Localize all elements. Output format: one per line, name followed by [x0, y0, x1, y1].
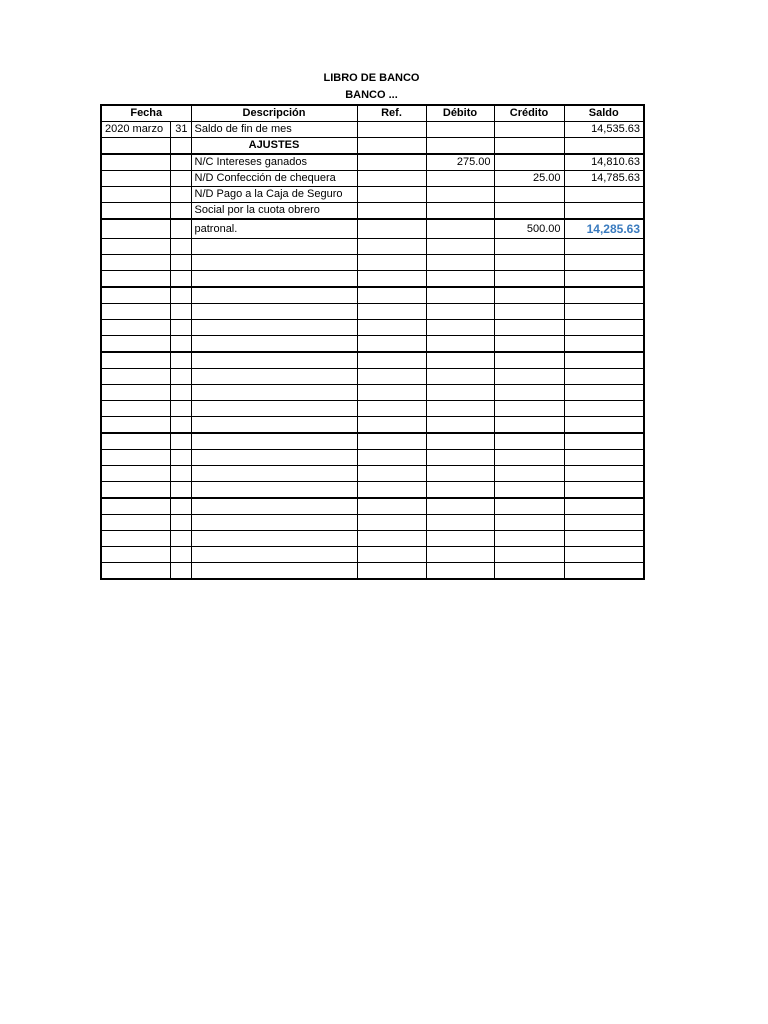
- empty-cell[interactable]: [426, 498, 494, 515]
- empty-cell[interactable]: [564, 239, 644, 255]
- empty-cell[interactable]: [494, 352, 564, 369]
- empty-cell[interactable]: [191, 271, 357, 288]
- empty-cell[interactable]: [170, 482, 191, 499]
- ledger-subtitle: BANCO ...: [345, 89, 398, 101]
- empty-cell[interactable]: [564, 304, 644, 320]
- empty-cell[interactable]: [357, 433, 426, 450]
- cell-saldo[interactable]: [564, 187, 644, 203]
- empty-cell[interactable]: [426, 401, 494, 417]
- table-row: [101, 187, 644, 203]
- empty-cell[interactable]: [170, 498, 191, 515]
- empty-cell[interactable]: [101, 401, 170, 417]
- empty-cell[interactable]: [426, 515, 494, 531]
- empty-row: [101, 304, 644, 320]
- empty-cell[interactable]: [564, 320, 644, 336]
- empty-cell[interactable]: [357, 531, 426, 547]
- empty-cell[interactable]: [101, 563, 170, 580]
- header-saldo: Saldo: [564, 105, 644, 122]
- header-fecha: Fecha: [101, 105, 191, 122]
- empty-cell[interactable]: [170, 433, 191, 450]
- empty-row: [101, 433, 644, 450]
- cell-ref[interactable]: [357, 203, 426, 220]
- empty-cell[interactable]: [191, 352, 357, 369]
- empty-row: [101, 336, 644, 353]
- empty-cell[interactable]: [170, 369, 191, 385]
- cell-fecha[interactable]: [101, 154, 170, 171]
- cell-descripcion[interactable]: N/C Intereses ganados: [191, 154, 357, 171]
- empty-cell[interactable]: [191, 515, 357, 531]
- empty-cell[interactable]: [357, 498, 426, 515]
- header-debito: Débito: [426, 105, 494, 122]
- cell-ref[interactable]: [357, 171, 426, 187]
- empty-cell[interactable]: [191, 401, 357, 417]
- empty-cell[interactable]: [101, 547, 170, 563]
- cell-credito[interactable]: [494, 187, 564, 203]
- empty-cell[interactable]: [101, 433, 170, 450]
- empty-cell[interactable]: [426, 255, 494, 271]
- empty-cell[interactable]: [191, 304, 357, 320]
- empty-cell[interactable]: [426, 352, 494, 369]
- empty-row: [101, 352, 644, 369]
- empty-cell[interactable]: [494, 498, 564, 515]
- empty-cell[interactable]: [191, 369, 357, 385]
- cell-credito[interactable]: 500.00: [494, 219, 564, 239]
- ledger-title: LIBRO DE BANCO: [323, 72, 420, 84]
- cell-debito[interactable]: [426, 138, 494, 155]
- empty-cell[interactable]: [357, 369, 426, 385]
- cell-debito[interactable]: 275.00: [426, 154, 494, 171]
- cell-fecha[interactable]: [101, 187, 170, 203]
- cell-ref[interactable]: [357, 122, 426, 138]
- empty-cell[interactable]: [426, 239, 494, 255]
- cell-fecha[interactable]: [101, 219, 170, 239]
- empty-cell[interactable]: [357, 304, 426, 320]
- empty-cell[interactable]: [564, 336, 644, 353]
- empty-cell[interactable]: [494, 515, 564, 531]
- empty-row: [101, 450, 644, 466]
- header-descripcion: Descripción: [191, 105, 357, 122]
- empty-cell[interactable]: [426, 563, 494, 580]
- empty-cell[interactable]: [191, 450, 357, 466]
- cell-ref[interactable]: [357, 187, 426, 203]
- empty-cell[interactable]: [564, 563, 644, 580]
- empty-cell[interactable]: [426, 385, 494, 401]
- empty-cell[interactable]: [170, 287, 191, 304]
- empty-cell[interactable]: [564, 255, 644, 271]
- empty-cell[interactable]: [357, 547, 426, 563]
- empty-cell[interactable]: [357, 450, 426, 466]
- cell-dia[interactable]: [170, 187, 191, 203]
- cell-descripcion[interactable]: patronal.: [191, 219, 357, 239]
- empty-cell[interactable]: [564, 450, 644, 466]
- empty-cell[interactable]: [101, 271, 170, 288]
- empty-cell[interactable]: [426, 482, 494, 499]
- empty-cell[interactable]: [494, 336, 564, 353]
- empty-cell[interactable]: [101, 531, 170, 547]
- empty-cell[interactable]: [170, 531, 191, 547]
- empty-cell[interactable]: [564, 547, 644, 563]
- empty-cell[interactable]: [191, 287, 357, 304]
- empty-cell[interactable]: [357, 352, 426, 369]
- cell-descripcion[interactable]: Saldo de fin de mes: [191, 122, 357, 138]
- cell-fecha[interactable]: 2020 marzo: [101, 122, 170, 138]
- ledger-table: [100, 104, 645, 580]
- empty-cell[interactable]: [101, 255, 170, 271]
- empty-cell[interactable]: [191, 385, 357, 401]
- empty-cell[interactable]: [357, 271, 426, 288]
- empty-cell[interactable]: [191, 336, 357, 353]
- empty-cell[interactable]: [357, 417, 426, 434]
- empty-cell[interactable]: [191, 433, 357, 450]
- cell-debito[interactable]: [426, 187, 494, 203]
- empty-cell[interactable]: [357, 401, 426, 417]
- empty-cell[interactable]: [101, 515, 170, 531]
- cell-ref[interactable]: [357, 154, 426, 171]
- empty-cell[interactable]: [357, 239, 426, 255]
- empty-row: [101, 287, 644, 304]
- empty-cell[interactable]: [170, 255, 191, 271]
- empty-cell[interactable]: [494, 304, 564, 320]
- empty-cell[interactable]: [494, 466, 564, 482]
- empty-cell[interactable]: [101, 369, 170, 385]
- empty-cell[interactable]: [426, 369, 494, 385]
- empty-cell[interactable]: [170, 401, 191, 417]
- empty-cell[interactable]: [564, 515, 644, 531]
- empty-cell[interactable]: [426, 450, 494, 466]
- cell-debito[interactable]: [426, 203, 494, 220]
- cell-credito[interactable]: [494, 138, 564, 155]
- final-balance[interactable]: 14,285.63: [564, 219, 644, 239]
- empty-row: [101, 271, 644, 288]
- cell-fecha[interactable]: [101, 203, 170, 220]
- empty-cell[interactable]: [170, 239, 191, 255]
- empty-cell[interactable]: [357, 287, 426, 304]
- cell-descripcion[interactable]: N/D Confección de chequera: [191, 171, 357, 187]
- empty-cell[interactable]: [101, 450, 170, 466]
- empty-cell[interactable]: [426, 271, 494, 288]
- empty-cell[interactable]: [191, 547, 357, 563]
- empty-cell[interactable]: [191, 531, 357, 547]
- empty-cell[interactable]: [426, 320, 494, 336]
- empty-cell[interactable]: [426, 287, 494, 304]
- empty-cell[interactable]: [191, 320, 357, 336]
- empty-cell[interactable]: [170, 563, 191, 580]
- cell-debito[interactable]: [426, 171, 494, 187]
- cell-fecha[interactable]: [101, 171, 170, 187]
- table-row: [101, 171, 644, 187]
- header-credito: Crédito: [494, 105, 564, 122]
- empty-cell[interactable]: [494, 271, 564, 288]
- empty-cell[interactable]: [494, 450, 564, 466]
- cell-credito[interactable]: [494, 122, 564, 138]
- empty-cell[interactable]: [357, 466, 426, 482]
- empty-cell[interactable]: [494, 369, 564, 385]
- header-ref: Ref.: [357, 105, 426, 122]
- empty-cell[interactable]: [101, 482, 170, 499]
- empty-cell[interactable]: [426, 304, 494, 320]
- empty-cell[interactable]: [101, 352, 170, 369]
- cell-saldo[interactable]: [564, 203, 644, 220]
- cell-dia[interactable]: 31: [170, 122, 191, 138]
- empty-cell[interactable]: [101, 417, 170, 434]
- empty-cell[interactable]: [494, 287, 564, 304]
- cell-dia[interactable]: [170, 203, 191, 220]
- empty-cell[interactable]: [191, 239, 357, 255]
- empty-cell[interactable]: [170, 320, 191, 336]
- cell-saldo[interactable]: 14,535.63: [564, 122, 644, 138]
- table-row: [101, 203, 644, 220]
- empty-cell[interactable]: [494, 401, 564, 417]
- empty-cell[interactable]: [101, 287, 170, 304]
- empty-cell[interactable]: [170, 304, 191, 320]
- empty-cell[interactable]: [564, 433, 644, 450]
- cell-debito[interactable]: [426, 122, 494, 138]
- cell-credito[interactable]: [494, 203, 564, 220]
- empty-cell[interactable]: [101, 304, 170, 320]
- empty-cell[interactable]: [494, 320, 564, 336]
- empty-cell[interactable]: [494, 482, 564, 499]
- header-row: [101, 105, 644, 122]
- cell-ref[interactable]: [357, 138, 426, 155]
- empty-cell[interactable]: [564, 385, 644, 401]
- empty-cell[interactable]: [101, 498, 170, 515]
- empty-cell[interactable]: [170, 271, 191, 288]
- cell-descripcion[interactable]: Social por la cuota obrero: [191, 203, 357, 220]
- empty-cell[interactable]: [357, 320, 426, 336]
- empty-cell[interactable]: [426, 547, 494, 563]
- cell-saldo[interactable]: [564, 138, 644, 155]
- empty-cell[interactable]: [170, 417, 191, 434]
- empty-cell[interactable]: [170, 466, 191, 482]
- empty-cell[interactable]: [494, 563, 564, 580]
- empty-row: [101, 320, 644, 336]
- cell-credito[interactable]: 25.00: [494, 171, 564, 187]
- table-row: [101, 122, 644, 138]
- table-row: [101, 219, 644, 239]
- empty-cell[interactable]: [564, 498, 644, 515]
- empty-cell[interactable]: [426, 417, 494, 434]
- empty-cell[interactable]: [494, 547, 564, 563]
- empty-row: [101, 466, 644, 482]
- empty-cell[interactable]: [426, 433, 494, 450]
- empty-cell[interactable]: [101, 320, 170, 336]
- empty-row: [101, 563, 644, 580]
- empty-cell[interactable]: [357, 336, 426, 353]
- empty-cell[interactable]: [494, 255, 564, 271]
- empty-row: [101, 482, 644, 499]
- empty-cell[interactable]: [357, 482, 426, 499]
- empty-cell[interactable]: [170, 547, 191, 563]
- empty-cell[interactable]: [494, 417, 564, 434]
- cell-saldo[interactable]: 14,785.63: [564, 171, 644, 187]
- empty-cell[interactable]: [494, 531, 564, 547]
- empty-cell[interactable]: [170, 352, 191, 369]
- cell-dia[interactable]: [170, 171, 191, 187]
- empty-cell[interactable]: [564, 466, 644, 482]
- empty-cell[interactable]: [564, 417, 644, 434]
- cell-dia[interactable]: [170, 138, 191, 155]
- empty-cell[interactable]: [170, 385, 191, 401]
- empty-row: [101, 547, 644, 563]
- empty-row: [101, 385, 644, 401]
- empty-cell[interactable]: [357, 385, 426, 401]
- empty-cell[interactable]: [170, 336, 191, 353]
- empty-cell[interactable]: [191, 482, 357, 499]
- empty-cell[interactable]: [191, 563, 357, 580]
- empty-cell[interactable]: [564, 287, 644, 304]
- cell-dia[interactable]: [170, 219, 191, 239]
- section-label-ajustes[interactable]: AJUSTES: [191, 138, 357, 155]
- cell-saldo[interactable]: 14,810.63: [564, 154, 644, 171]
- empty-row: [101, 515, 644, 531]
- empty-cell[interactable]: [101, 385, 170, 401]
- empty-cell[interactable]: [564, 401, 644, 417]
- empty-cell[interactable]: [191, 255, 357, 271]
- empty-cell[interactable]: [191, 498, 357, 515]
- empty-cell[interactable]: [357, 255, 426, 271]
- empty-cell[interactable]: [564, 531, 644, 547]
- cell-credito[interactable]: [494, 154, 564, 171]
- empty-row: [101, 498, 644, 515]
- empty-row: [101, 417, 644, 434]
- cell-fecha[interactable]: [101, 138, 170, 155]
- empty-cell[interactable]: [170, 450, 191, 466]
- empty-cell[interactable]: [357, 515, 426, 531]
- empty-cell[interactable]: [494, 385, 564, 401]
- empty-row: [101, 239, 644, 255]
- empty-row: [101, 369, 644, 385]
- empty-row: [101, 401, 644, 417]
- cell-ref[interactable]: [357, 219, 426, 239]
- empty-cell[interactable]: [564, 369, 644, 385]
- table-row: [101, 154, 644, 171]
- empty-cell[interactable]: [494, 433, 564, 450]
- empty-cell[interactable]: [170, 515, 191, 531]
- cell-dia[interactable]: [170, 154, 191, 171]
- empty-row: [101, 255, 644, 271]
- empty-cell[interactable]: [564, 271, 644, 288]
- empty-cell[interactable]: [101, 239, 170, 255]
- empty-cell[interactable]: [494, 239, 564, 255]
- empty-cell[interactable]: [564, 352, 644, 369]
- empty-cell[interactable]: [101, 336, 170, 353]
- empty-cell[interactable]: [191, 466, 357, 482]
- cell-debito[interactable]: [426, 219, 494, 239]
- empty-cell[interactable]: [191, 417, 357, 434]
- empty-row: [101, 531, 644, 547]
- empty-cell[interactable]: [426, 336, 494, 353]
- empty-cell[interactable]: [357, 563, 426, 580]
- empty-cell[interactable]: [101, 466, 170, 482]
- cell-descripcion[interactable]: N/D Pago a la Caja de Seguro: [191, 187, 357, 203]
- empty-cell[interactable]: [426, 466, 494, 482]
- table-row: [101, 138, 644, 155]
- empty-cell[interactable]: [564, 482, 644, 499]
- empty-cell[interactable]: [426, 531, 494, 547]
